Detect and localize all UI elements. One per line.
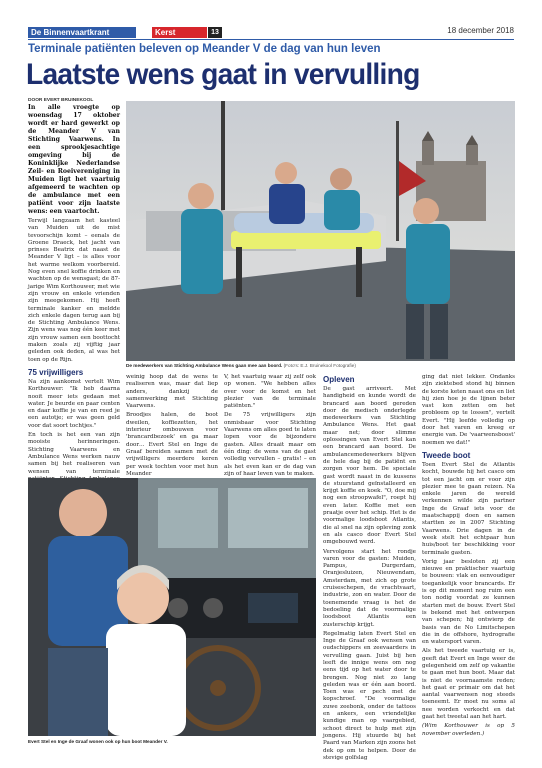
paragraph: V, het vaartuig waar zij zelf ook op wonen. "We hebben alles over voor de komst en het plezier van de terminale patiënten." bbox=[224, 374, 316, 410]
newspaper-name: De Binnenvaartkrant bbox=[28, 27, 136, 38]
paragraph: weinig hoop dat de wens te realiseren was, maar dat liep anders, dankzij de samenwerking met Stichting Vaarwens. bbox=[126, 374, 218, 410]
paragraph: De 75 vrijwilligers zijn onmisbaar voor Stichting Vaarwens om alles goed te laten lopen voor de bijzondere gasten. Alles draait maar om één ding: de wens van de gast volledig vervullen – gratis! – en als het even kan er de dag van zijn of haar leven van te maken. bbox=[224, 412, 316, 477]
caption-top-photo bbox=[126, 363, 515, 369]
paragraph: Na zijn aankomst vertelt Wim Korthouwer: "Ik heb daarna nooit meer iets gedaan met water. Je beurde en paar centen en daar koffie je van en reed je een autotje; er was geen geld voor dat soort tochtjes." bbox=[28, 378, 120, 429]
subhead-tweede-boot: Tweede boot bbox=[422, 450, 471, 460]
photo-credit: (Foto's: E.J. Bruinekool Fotografie) bbox=[283, 363, 356, 368]
paragraph: ging dat niet lekker. Ondanks zijn ziektebed stond hij binnen de korste keten naast ons en liet hij zien hoe je de lijnen beter vast kon zetten om het probleem op te lossen", vertelt Evert. "Hij leefde volledig op door het varen en kreeg er energie van. De 'vaarwensboost' noemen we dat!" bbox=[422, 374, 515, 446]
paragraph: Vorig jaar besloten zij een nieuwe en praktischer vaartuig te bouwen: vlak en eenvoudiger toegankelijk voor brancards. Er is op dit moment nog ruim een ton nodig voordat ze kunnen starten met de bouw. Evert Stel is bekend met het ontwerpen van schepen; hij ontwierp de basis van de No Limitschepen die in de offshore, hydrografie en watersport varen. bbox=[422, 558, 515, 646]
photo-stretcher-boarding-image bbox=[126, 101, 515, 361]
column-1 bbox=[28, 97, 120, 507]
section-tag: Kerst bbox=[152, 27, 207, 38]
subhead-opleven: Opleven bbox=[323, 375, 355, 384]
article-kicker: Terminale patiënten beleven op Meander V de dag van hun leven bbox=[28, 43, 381, 55]
article-headline: Laatste wens gaat in vervulling bbox=[26, 58, 420, 91]
column-4 bbox=[323, 374, 416, 764]
caption-text: De medewerkers van Stichting Ambulance Wens gaan mee aan boord. bbox=[126, 363, 283, 368]
issue-date: 18 december 2018 bbox=[447, 26, 514, 35]
column-2 bbox=[126, 374, 218, 480]
paragraph: Regelmatig laten Evert Stel en Inge de Graaf ook wensen van oudschippers en zeevaarders in vervulling gaan. Juist bij hen leeft de innige wens om nog eens tijd op het water door te brengen. Nog niet zo lang geleden was er één aan boord. Toen was er pech met de kopschroef. "De voormalige zuwe zeebonk, onder de tattoos en ankers, een vriendelijke kundige man op vaargebied, schoot direct te hulp met zijn jongens. Hij stuurde bij het Paard van Marken zijn zoons het dek op om te helpen. Door de stevige golfslag bbox=[323, 630, 416, 761]
byline: DOOR EVERT BRUINEKOOL bbox=[28, 98, 94, 103]
header-divider bbox=[28, 39, 514, 40]
paragraph: Broodjes halen, de boot dweilen, koffiezetten, het interieur ombouwen voor 'brancardbezoek' en ga maar door… Evert Stel en Inge de Graaf bereiden samen met de vrijwilligers meerdere keren per week tochten voor met hun Meander bbox=[126, 412, 218, 477]
closing-note: (Wim Korthouwer is op 5 november overleden.) bbox=[422, 723, 515, 737]
paragraph: En toch is het een van zijn mooiste herinneringen. Stichting Vaarwens en Ambulance Wens werken nauw samen bij het realiseren van wensen van terminale bbox=[28, 432, 120, 475]
subhead-volunteers: 75 vrijwilligers bbox=[28, 367, 84, 377]
photo-couple-wheelhouse bbox=[28, 478, 316, 736]
caption-bottom-photo: Evert Stel en Inge de Graaf wonen ook op hun boot Meander V. bbox=[28, 739, 168, 744]
paragraph: Toen Evert Stel de Atlantis kocht, bouwde hij het casco om tot een jacht om er voor zijn plezier mee te gaan reizen. Na enkele jaren de wereld verkennen wilde zijn partner Inge de Graaf iets voor de maatschappij doen en samen startten ze in 2007 Stichting Vaarwens. Drie dagen in de week stelt het echtpaar hun huis/boot ter beschikking voor terminale gasten. bbox=[422, 461, 515, 556]
column-3 bbox=[224, 374, 316, 480]
paragraph: Als het tweede vaartuig er is, geeft dat Evert en Inge weer de gelegenheid om zelf op vakantie te gaan met hun boot. Maar dat is niet de voornaamste reden; het gaat er primair om dat het aantal vaarwensen nog steeds toeneemt. Er moet nu soms al nee worden verkocht en dat gaat het tweetal aan het hart. bbox=[422, 648, 515, 721]
paragraph: Terwijl langzaam het kasteel van Muiden uit de mist tevoorschijn komt – eenals de Groene Draeck, het jacht van prinses Beatrix dat naast de Meander V ligt – is alles voor het warme welkom voorbereid. Nog even snel koffie drinken en wachten op de wensgast; de 87-jarige Wim Korthouwer, met wie zijn vrouw en enkele vrienden zijn meegekomen. Hij heeft terminale kanker en meldde zich enkele dagen terug aan bij de Stichting Ambulance Wens. Zijn wens was nog één keer met zijn vrouw samen een boottocht maken zoals zij vijftig jaar geleden ook deden, al was het toen op de Rijn. bbox=[28, 218, 120, 363]
column-5 bbox=[422, 374, 515, 740]
article-lead: In alle vroegte op woensdag 17 oktober wordt er hard gewerkt op de Meander V van Stichting Vaarwens. In een sprookjesachtige omgeving bij de Koninklijke Nederlandse Zeil- en Roeivereniging in Muiden ligt het vaartuig afgemeerd te wachten op de ambulance met een patiënt voor zijn laatste wens: een vaartocht. bbox=[28, 104, 120, 215]
paragraph: Vervolgens start het rondje varen voor de gasten: Muiden, Pampus, Durgerdam, Oranjesluizen, Nieuwendam, Amsterdam, met zich op grote cruiseschepen, de vrachtvaart, industrie, zon en water. Door de toenemende vraag is het de bedoeling dat de voormalige loodsboot Atlantis een zusterschip krijgt. bbox=[323, 548, 416, 628]
paragraph: De gast arriveert. Met handigheid en kunde wordt de brancard aan boord gereden door de medisch onderlegde medewerkers van Stichting Ambulance Wens. Het gaat maar net; door slimme oplossingen van Evert Stel kan een brancard aan boord. De ambulancemedewerkers blijven de hele dag bij de patiënt en zorgen voor hem. De speciale gast wordt naast in de kussens de stuurstand geïnstalleerd en krijgt koffie en koek. "O, doe mij nog een stroopwafel", roept hij even later. Koffie met een praatje over het schip. Het is de voormalige loodsboot Atlantis, die al snel na zijn opleving zonk en als casco door Evert Stel omgebouwd werd. bbox=[323, 386, 416, 546]
page-number: 13 bbox=[208, 27, 222, 38]
photo-couple-wheelhouse-image bbox=[28, 478, 316, 736]
photo-stretcher-boarding bbox=[126, 101, 515, 361]
